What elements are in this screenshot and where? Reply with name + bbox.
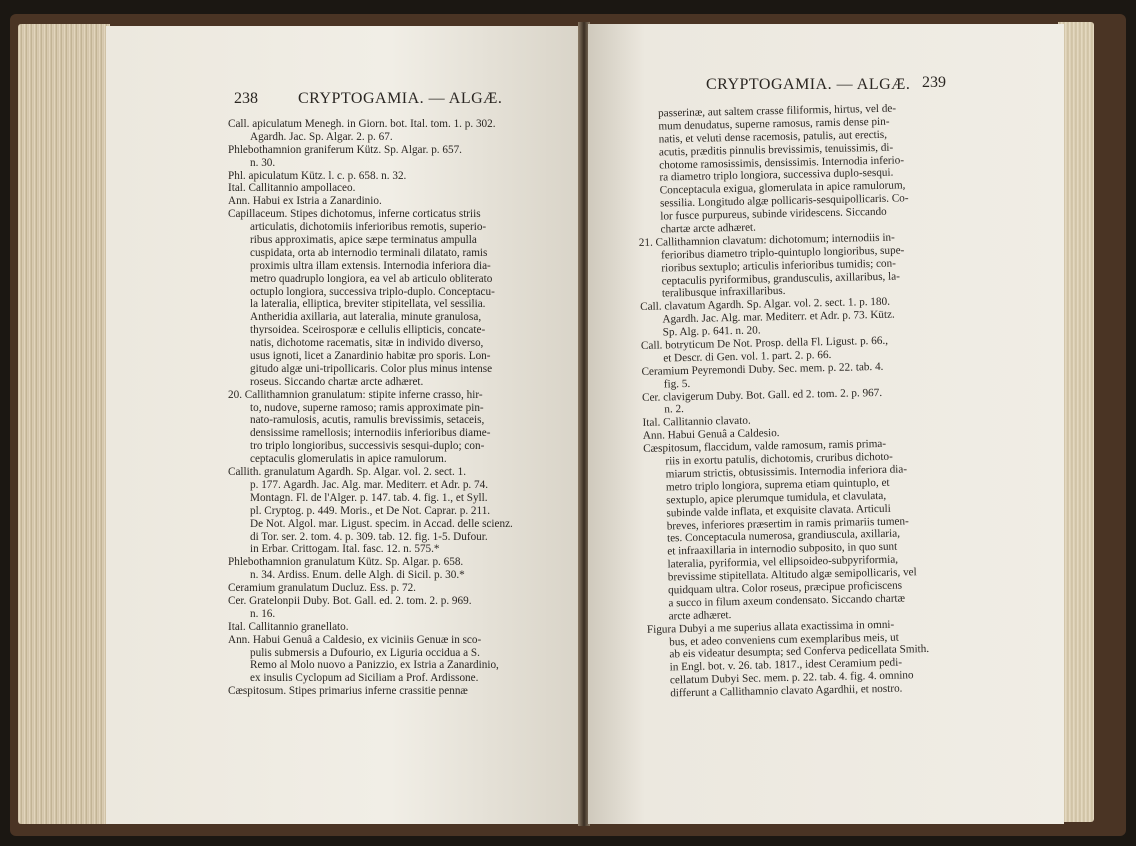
text-line: mum denudatus, superne ramosus, ramis dense pin-: [658, 115, 890, 133]
text-line: De Not. Algol. mar. Ligust. specim. in Accad. delle scienz.: [250, 517, 513, 530]
text-line: Ann. Habui Genuâ a Caldesio, ex viciniis Genuæ in sco-: [228, 633, 482, 646]
text-line: fig. 5.: [663, 377, 691, 391]
text-line: roseus. Siccando chartæ arcte adhæret.: [250, 375, 424, 388]
text-line: ab eis videatur desumpta; sed Conferva pedicellata Smith.: [669, 643, 930, 661]
text-line: densissime ramellosis; internodiis inferioribus diame-: [250, 427, 491, 440]
text-line: Ital. Callitannio ampollaceo.: [228, 182, 356, 195]
running-head-left: CRYPTOGAMIA. — ALGÆ.: [298, 90, 503, 107]
text-line: Cer. Gratelonpii Duby. Bot. Gall. ed. 2. tom. 2. p. 969.: [228, 594, 472, 607]
text-line: Cer. clavigerum Duby. Bot. Gall. ed 2. tom. 2. p. 967.: [641, 386, 883, 404]
text-line: lateralia, pyriformia, vel ellipsoideo-subpyriformia,: [667, 553, 899, 571]
text-line: a succo in filum axeum condensato. Siccando chartæ: [668, 592, 906, 610]
text-line: Phlebothamnion granulatum Kütz. Sp. Algar. p. 658.: [228, 556, 464, 569]
text-line: articulatis, dichotomiis inferioribus remotis, superio-: [250, 221, 487, 234]
text-line: n. 30.: [250, 156, 276, 169]
text-line: n. 16.: [250, 607, 276, 620]
text-line: ceptaculis glomerulatis in apice ramulorum.: [250, 453, 447, 466]
text-line: ex insulis Cyclopum ad Siciliam a Prof. Ardissone.: [250, 672, 479, 685]
text-line: cuspidata, orta ab internodio terminali dilatato, ramis: [250, 246, 488, 259]
text-line: Ceramium Peyremondi Duby. Sec. mem. p. 22. tab. 4.: [641, 360, 884, 378]
text-line: sextuplo, apice plerumque tumidula, et clavulata,: [666, 489, 887, 507]
text-line: ribus approximatis, apice sæpe terminatus ampulla: [250, 234, 477, 247]
text-line: differunt a Callithamnio clavato Agardhii, et nostro.: [670, 682, 903, 700]
text-line: Call. apiculatum Menegh. in Giorn. bot. Ital. tom. 1. p. 302.: [228, 118, 496, 130]
text-line: metro quadruplo longiora, ea vel ab articulo obliterato: [250, 272, 493, 285]
text-line: nato-ramulosis, acutis, ramulis brevissimis, setaceis,: [250, 414, 485, 427]
text-line: Remo al Molo nuovo a Panizzio, ex Istria a Zanardinio,: [250, 659, 499, 672]
text-line: Figura Dubyi a me superius allata exactissima in omni-: [646, 618, 895, 636]
text-line: Call. clavatum Agardh. Sp. Algar. vol. 2. sect. 1. p. 180.: [640, 296, 891, 314]
text-line: lor fusce purpureus, subinde viridescens. Siccando: [660, 205, 887, 223]
text-line: cellatum Dubyi Sec. mem. p. 22. tab. 4. fig. 4. omnino: [669, 669, 914, 687]
text-line: arcte adhæret.: [668, 608, 732, 623]
page-edges-left: [18, 24, 110, 824]
text-line: Ital. Callitannio granellato.: [228, 620, 349, 633]
text-line: Cæspitosum. Stipes primarius inferne crassitie pennæ: [228, 685, 468, 698]
text-line: proximis ultra illam extensis. Internodia inferiora dia-: [250, 259, 491, 272]
text-line: 20. Callithamnion granulatum: stipite inferne crasso, hir-: [228, 388, 483, 401]
text-line: sessilia. Longitudo algæ pollicaris-sesquipollicaris. Co-: [659, 192, 909, 210]
text-line: passerinæ, aut saltem crasse filiformis, hirtus, vel de-: [657, 102, 897, 120]
text-line: ceptaculis pyriformibus, grandusculis, axillaribus, la-: [661, 270, 901, 288]
text-column-left: [228, 118, 513, 698]
text-line: tes. Conceptacula numerosa, grandiuscula, axillaria,: [666, 527, 901, 545]
text-line: Phlebothamnion graniferum Kütz. Sp. Algar. p. 657.: [228, 143, 462, 156]
left-page: [106, 26, 580, 824]
text-line: et infraaxillaria in internodio subposito, in quo sunt: [667, 540, 898, 558]
text-line: pl. Cryptog. p. 449. Moris., et De Not. Caprar. p. 211.: [250, 504, 491, 517]
page-number-left: 238: [234, 90, 258, 107]
text-line: la lateralia, elliptica, breviter stipitellata, vel sessilia.: [250, 298, 486, 311]
text-line: miarum strictis, obtusissimis. Internodia inferiora dia-: [665, 463, 908, 481]
text-line: Conceptacula exigua, glomerulata in apice ramulorum,: [659, 179, 906, 197]
text-line: rioribus sextuplo; articulis inferioribus tumidis; con-: [661, 257, 897, 275]
text-line: Ann. Habui ex Istria a Zanardinio.: [228, 195, 382, 208]
text-line: to, nudove, superne ramoso; ramis approximate pin-: [250, 401, 484, 414]
text-line: 21. Callithamnion clavatum: dichotomum; internodiis in-: [638, 231, 895, 249]
text-line: metro triplo longiora, suprema etiam quintuplo, et: [665, 476, 890, 494]
text-line: breves, inferiores præsertim in ramis primariis tumen-: [666, 514, 909, 532]
text-line: Ceramium granulatum Ducluz. Ess. p. 72.: [228, 582, 416, 595]
text-line: natis, dichotome racematis, sitæ in individo diverso,: [250, 337, 484, 350]
text-line: Capillaceum. Stipes dichotomus, inferne corticatus striis: [228, 208, 481, 221]
text-line: octuplo longiora, successiva triplo-duplo. Conceptacu-: [250, 285, 495, 298]
text-line: in Engl. bot. v. 26. tab. 1817., idest Ceramium pedi-: [669, 656, 903, 674]
text-line: Sp. Alg. p. 641. n. 20.: [662, 324, 761, 339]
text-line: gitudo algæ uni-tripollicaris. Color plus minus intense: [250, 362, 493, 375]
text-line: riis in exortu patulis, dichotomis, cruribus dichoto-: [665, 450, 893, 468]
text-line: chotome ramosissimis, densissimis. Internodia inferio-: [659, 153, 905, 172]
text-line: chartæ arcte adhæret.: [660, 221, 757, 236]
text-line: Montagn. Fl. de l'Alger. p. 147. tab. 4. fig. 1., et Syll.: [250, 491, 488, 504]
text-line: Callith. granulatum Agardh. Sp. Algar. vol. 2. sect. 1.: [228, 466, 467, 479]
text-line: Cæspitosum, flaccidum, valde ramosum, ramis prima-: [643, 437, 887, 456]
text-line: natis, et veluti dense racemosis, patulis, aut erectis,: [658, 128, 888, 146]
text-line: di Tor. ser. 2. tom. 4. p. 309. tab. 12. fig. 1-5. Dufour.: [250, 530, 488, 543]
text-line: Ital. Callitannio clavato.: [642, 415, 751, 430]
text-line: ra diametro triplo longiora, successiva duplo-sesqui.: [659, 167, 894, 184]
text-line: Agardh. Jac. Sp. Algar. 2. p. 67.: [250, 130, 393, 143]
page-number-right: 239: [922, 74, 946, 91]
text-line: usus ignoti, licet a Zanardinio habitæ pro sporis. Lon-: [250, 350, 491, 363]
text-line: quidquam ultra. Color roseus, præcipue proficiscens: [667, 579, 903, 597]
text-line: p. 177. Agardh. Jac. Alg. mar. Mediterr. et Adr. p. 74.: [250, 478, 489, 491]
text-line: Phl. apiculatum Kütz. l. c. p. 658. n. 32.: [228, 169, 407, 182]
text-line: brevissime stipitellata. Altitudo algæ semipollicaris, vel: [667, 566, 917, 584]
text-line: pulis submersis a Dufourio, ex Liguria occidua a S.: [250, 646, 480, 659]
text-line: n. 34. Ardiss. Enum. delle Algh. di Sicil. p. 30.*: [250, 569, 465, 582]
text-line: teralibusque infraxillaribus.: [661, 285, 786, 300]
text-line: Ann. Habui Genuâ a Caldesio.: [642, 427, 780, 443]
right-page: [588, 24, 1064, 824]
text-line: thyrsoidea. Sceirosporæ e cellulis ellipticis, concate-: [250, 324, 486, 337]
text-line: Antheridia axillaria, aut lateralia, minute granulosa,: [250, 311, 482, 324]
text-line: in Erbar. Crittogam. Ital. fasc. 12. n. 575.*: [250, 543, 440, 556]
text-line: tro triplo longioribus, successivis sesqui-duplo; con-: [250, 440, 485, 453]
text-line: ferioribus diametro triplo-quintuplo longioribus, supe-: [660, 244, 905, 262]
text-column-right: [636, 102, 930, 701]
text-line: Agardh. Jac. Alg. mar. Mediterr. et Adr. p. 73. Kütz.: [662, 308, 895, 326]
text-line: et Descr. di Gen. vol. 1. part. 2. p. 66.: [663, 348, 832, 365]
text-line: Call. botryticum De Not. Prosp. della Fl. Ligust. p. 66.,: [640, 334, 889, 352]
text-line: acutis, præditis pinnulis brevissimis, tenuissimis, di-: [658, 141, 894, 159]
text-line: n. 2.: [664, 403, 685, 416]
text-line: bus, et adeo conveniens cum exemplaribus meis, ut: [669, 631, 899, 648]
running-head-right: CRYPTOGAMIA. — ALGÆ.: [706, 76, 911, 93]
text-line: subinde valde inflata, et exquisite clavata. Articuli: [666, 502, 891, 520]
